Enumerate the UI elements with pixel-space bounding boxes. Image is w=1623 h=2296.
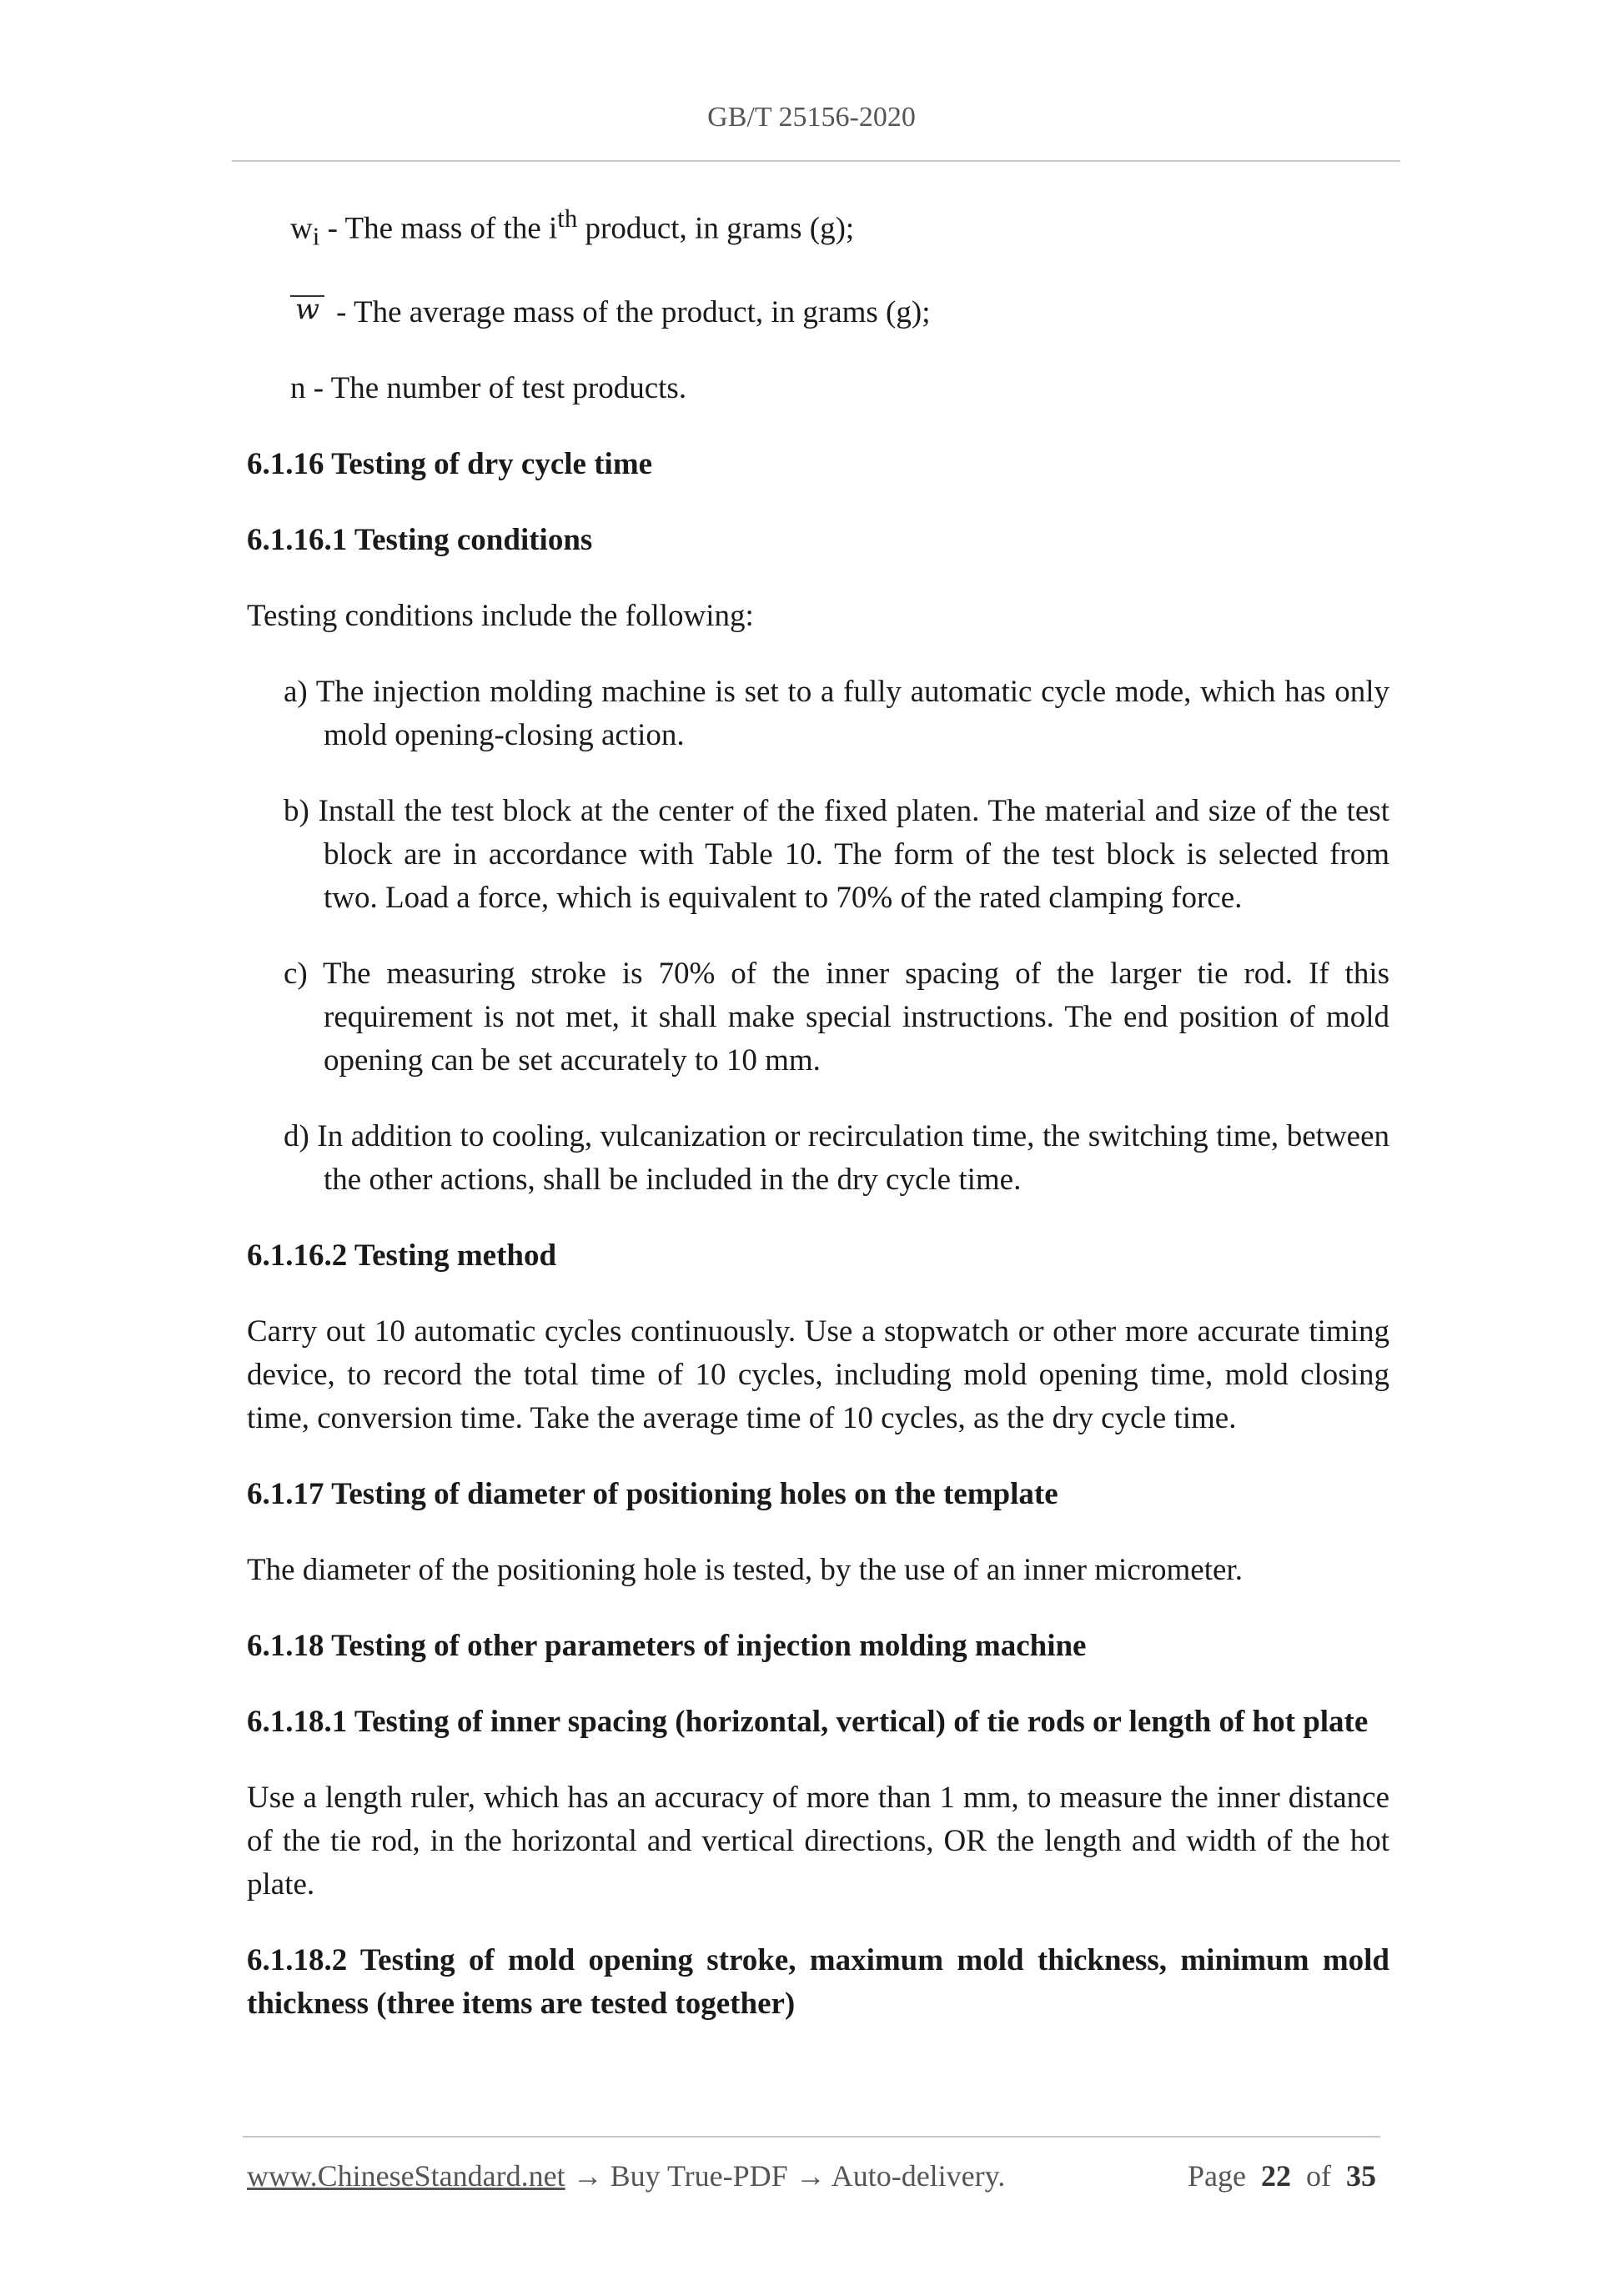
wi-text-a: - The mass of the i xyxy=(319,211,558,246)
paragraph-testing-conditions-intro: Testing conditions include the following: xyxy=(247,598,754,633)
heading-6-1-18: 6.1.18 Testing of other parameters of injection molding machine xyxy=(247,1628,1087,1663)
footer-buy-text: Buy True-PDF xyxy=(610,2159,788,2193)
footer-delivery-text: Auto-delivery. xyxy=(831,2159,1006,2193)
page-label: Page xyxy=(1188,2159,1246,2193)
page-header: GB/T 25156-2020 xyxy=(707,102,916,133)
document-body xyxy=(247,197,1389,2058)
list-item-a: a) The injection molding machine is set to a fully automatic cycle mode, which has only mold opening-closing action. xyxy=(284,674,1389,752)
heading-6-1-18-2: 6.1.18.2 Testing of mold opening stroke, maximum mold thickness, minimum mold thickness (three items are tested together) xyxy=(247,1942,1389,2021)
list-item-b: b) Install the test block at the center of the fixed platen. The material and size of the test block are in accordance with Table 10. The form of the test block is selected from two. Load a force, which is equivalent to 70% of the rated clamping force. xyxy=(284,793,1389,915)
wi-symbol: w xyxy=(290,211,313,246)
arrow-right-icon: → xyxy=(572,2159,603,2193)
definition-wi xyxy=(290,197,1389,259)
definition-wbar xyxy=(290,291,1389,334)
of-label: of xyxy=(1306,2159,1331,2193)
footer-website-link[interactable]: www.ChineseStandard.net xyxy=(247,2159,565,2193)
heading-6-1-17: 6.1.17 Testing of diameter of positioning holes on the template xyxy=(247,1476,1058,1511)
wi-superscript: th xyxy=(557,204,578,233)
wbar-text: - The average mass of the product, in grams (g); xyxy=(336,294,931,329)
list-item-d: d) In addition to cooling, vulcanization or recirculation time, the switching time, between the other actions, shall be included in the dry cycle time. xyxy=(284,1118,1389,1197)
current-page: 22 xyxy=(1261,2159,1291,2193)
definition-n: n - The number of test products. xyxy=(290,370,687,405)
total-pages: 35 xyxy=(1346,2159,1376,2193)
list-item-c: c) The measuring stroke is 70% of the inner spacing of the larger tie rod. If this requirement is not met, it shall make special instructions. The end position of mold opening can be set accurately to 10 mm. xyxy=(284,956,1389,1078)
wbar-symbol: w xyxy=(290,295,324,322)
page-number xyxy=(1188,2158,1376,2193)
wi-text-b: product, in grams (g); xyxy=(577,211,855,246)
heading-6-1-16-2: 6.1.16.2 Testing method xyxy=(247,1238,557,1273)
heading-6-1-16-1: 6.1.16.1 Testing conditions xyxy=(247,522,593,557)
footer-divider xyxy=(243,2136,1380,2138)
paragraph-tie-rod-spacing: Use a length ruler, which has an accuracy of more than 1 mm, to measure the inner distance of the tie rod, in the horizontal and vertical directions, OR the length and width of the hot plate. xyxy=(247,1780,1389,1902)
heading-6-1-18-1: 6.1.18.1 Testing of inner spacing (horizontal, vertical) of tie rods or length of hot plate xyxy=(247,1704,1369,1739)
heading-6-1-16: 6.1.16 Testing of dry cycle time xyxy=(247,446,653,481)
paragraph-positioning-holes: The diameter of the positioning hole is tested, by the use of an inner micrometer. xyxy=(247,1552,1243,1587)
header-divider xyxy=(232,160,1400,162)
paragraph-testing-method: Carry out 10 automatic cycles continuously. Use a stopwatch or other more accurate timing device, to record the total time of 10 cycles, including mold opening time, mold closing time, conversion time. Take the average time of 10 cycles, as the dry cycle time. xyxy=(247,1314,1389,1435)
arrow-right-icon: → xyxy=(795,2159,826,2193)
footer-promo xyxy=(247,2158,1005,2193)
wi-subscript: i xyxy=(312,222,320,251)
